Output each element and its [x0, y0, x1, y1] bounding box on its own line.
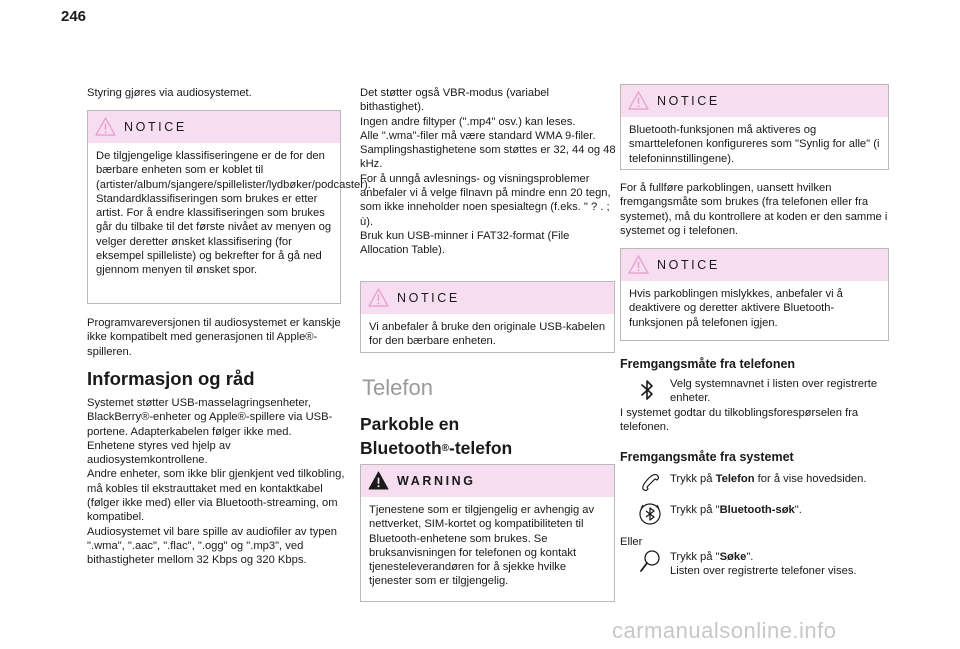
notice-header — [621, 249, 888, 281]
fra-systemet-heading: Fremgangsmåte fra systemet — [620, 450, 794, 464]
notice-label: NOTICE — [397, 291, 460, 305]
step3-bold: Søke — [719, 551, 747, 563]
step1-bold: Telefon — [715, 473, 755, 485]
eller-text: Eller — [620, 536, 643, 548]
warning-label: WARNING — [397, 474, 476, 488]
step2-post: ". — [794, 504, 802, 516]
notice-text: Bluetooth-funksjonen må aktiveres og smarttelefonen konfigureres som "Synlig for alle" (i telefoninnstillingene). — [629, 124, 880, 165]
notice-box-bluetooth — [620, 84, 889, 170]
info-heading: Informasjon og råd — [87, 368, 255, 389]
step3-post: ". — [746, 551, 754, 563]
warning-triangle-icon — [368, 288, 389, 307]
fullfore-text: For å fullføre parkoblingen, uansett hvilken fremgangsmåte som brukes (fra telefonen eller fra systemet), må du kontrollere at koden er den samme i systemet og i telefonen. — [620, 182, 888, 237]
software-version-text: Programvareversjonen til audiosystemet er kanskje ikke kompatibelt med generasjonen til Apple®-spilleren. — [87, 317, 341, 358]
fra-telefonen-heading: Fremgangsmåte fra telefonen — [620, 357, 796, 371]
registered-mark: ® — [441, 443, 450, 454]
parkoble-line1: Parkoble en — [360, 414, 460, 434]
notice-box-failed-pairing — [620, 248, 889, 341]
warning-triangle-icon — [628, 255, 649, 274]
notice-text: Vi anbefaler å bruke den originale USB-kabelen for den bærbare enheten. — [369, 321, 606, 348]
notice-box-classification — [87, 110, 371, 304]
notice-header — [621, 85, 888, 117]
step3-line1 — [670, 550, 890, 564]
parkoble-line2 — [360, 436, 512, 460]
warning-text: Tjenestene som er tilgjengelig er avhengig av nettverket, SIM-kortet og kompatibiliteten til Bluetooth-enhetene som brukes. Se bruksanvisningen for telefonen og kontakt tjenesteleverandøren for å sjekke hvilke tjenester som er tilgjengelig. — [369, 504, 595, 588]
watermark: carmanualsonline.info — [612, 618, 837, 643]
step2-text — [670, 503, 890, 517]
warning-triangle-icon — [368, 471, 389, 490]
bluetooth-search-icon — [636, 500, 664, 528]
warning-header — [361, 465, 614, 497]
parkoble-telefon: -telefon — [449, 438, 513, 458]
page-number: 246 — [61, 8, 87, 25]
phone-handset-icon — [640, 472, 662, 494]
step2-pre: Trykk på " — [670, 504, 720, 516]
step1-pre: Trykk på — [670, 473, 716, 485]
notice-header — [361, 282, 614, 314]
parkoble-bluetooth: Bluetooth — [360, 438, 442, 458]
notice-label: NOTICE — [657, 94, 720, 108]
notice-label: NOTICE — [657, 258, 720, 272]
fra-telefonen-icon-text: Velg systemnavnet i listen over registrerte enheter. — [670, 378, 878, 405]
step3-text — [670, 550, 890, 579]
step2-bold: Bluetooth-søk — [719, 504, 795, 516]
step3-pre: Trykk på " — [670, 551, 720, 563]
bluetooth-icon — [640, 378, 654, 402]
step1-post: for å vise hovedsiden. — [754, 473, 867, 485]
vbr-text: Det støtter også VBR-modus (variabel bithastighet). Ingen andre filtyper (".mp4" osv.) kan leses. Alle ".wma"-filer må være standard WMA 9-filer. Samplingshastighetene som støttes er 32, 44 og 48 kHz. For å unngå avlesnings- og visningsproblemer anbefaler vi å velge filnavn på mindre enn 20 tegn, som ikke inneholder noen spesialtegn (f.eks. " ? . ; ù). Bruk kun USB-minner i FAT32-format (File Allocation Table). — [360, 87, 616, 257]
step3-line2: Listen over registrerte telefoner vises. — [670, 565, 857, 578]
fra-telefonen-text: I systemet godtar du tilkoblingsforespørselen fra telefonen. — [620, 407, 859, 434]
warning-triangle-icon — [95, 117, 116, 136]
notice-text: Hvis parkoblingen mislykkes, anbefaler vi å deaktivere og deretter aktivere Bluetooth-funksjonen på telefonen igjen. — [629, 288, 843, 329]
parkoble-heading — [360, 412, 512, 460]
info-text: Systemet støtter USB-masselagringsenheter, BlackBerry®-enheter og Apple®-spillere via USB-portene. Adapterkabelen følger ikke med. Enhetene styres ved hjelp av audiosystemkontrollene. Andre enheter, som ikke blir gjenkjent ved tilkobling, må kobles til ekstrauttaket med en kontaktkabel (følger ikke med) eller via Bluetooth-streaming, om kompatibel. Audiosystemet vil bare spille av audiofiler av typen ".wma", ".aac", ".flac", ".ogg" og ".mp3", ved bithastigheter mellom 32 Kbps og 320 Kbps. — [87, 397, 345, 567]
notice-text: De tilgjengelige klassifiseringene er de for den bærbare enheten som er koblet til (artister/album/sjangere/spillelister/lydbøker/podcaster). Standardklassifiseringen som brukes er etter artist. For å endre klassifiseringen som brukes går du tilbake til det første nivået av menyen og velger deretter ønsket klassifisering (for eksempel spilleliste) og bekrefter for å gå ned gjennom menyen til ønsket spor. — [96, 150, 371, 277]
telefon-heading: Telefon — [362, 375, 433, 400]
warning-triangle-icon — [628, 91, 649, 110]
notice-label: NOTICE — [124, 120, 187, 134]
notice-header — [88, 111, 340, 143]
notice-box-usb-cable — [360, 281, 615, 353]
step1-text — [670, 472, 890, 486]
intro-text: Styring gjøres via audiosystemet. — [87, 87, 252, 99]
warning-box — [360, 464, 615, 602]
search-magnifier-icon — [638, 548, 662, 574]
